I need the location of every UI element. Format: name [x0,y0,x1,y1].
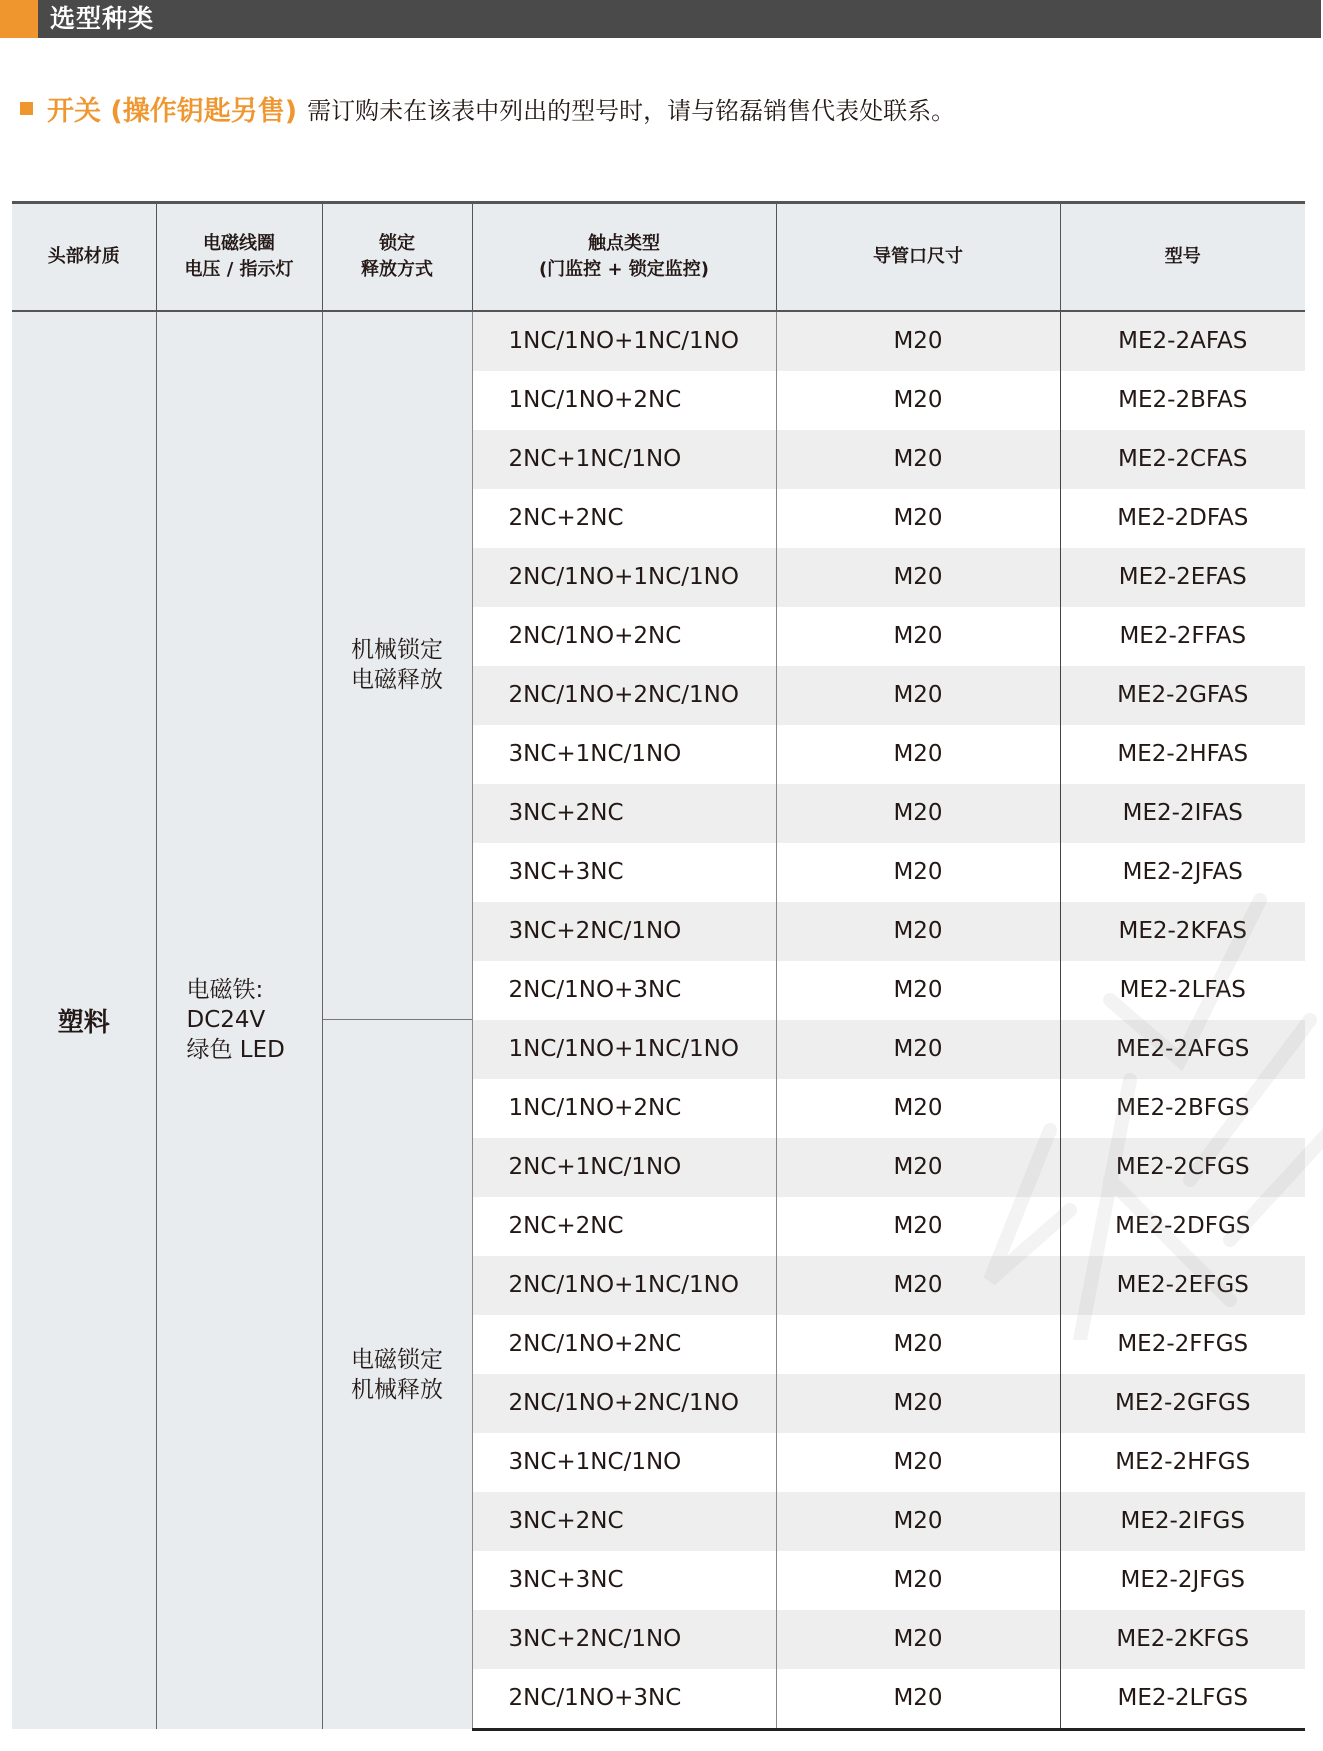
conduit-size-cell: M20 [776,725,1060,784]
model-number-cell: ME2-2LFGS [1060,1669,1305,1730]
model-number-cell: ME2-2CFAS [1060,430,1305,489]
contact-type-cell: 3NC+2NC [472,784,776,843]
model-number-cell: ME2-2JFAS [1060,843,1305,902]
head-material-cell: 塑料 [12,311,156,1730]
model-number-cell: ME2-2DFAS [1060,489,1305,548]
col-header-contact-type: 触点类型 (门监控 + 锁定监控) [472,203,776,311]
contact-type-cell: 2NC+1NC/1NO [472,430,776,489]
contact-type-cell: 2NC+2NC [472,1197,776,1256]
contact-type-cell: 3NC+3NC [472,1551,776,1610]
contact-type-cell: 3NC+1NC/1NO [472,725,776,784]
contact-type-cell: 2NC/1NO+2NC [472,1315,776,1374]
conduit-size-cell: M20 [776,1256,1060,1315]
model-number-cell: ME2-2FFAS [1060,607,1305,666]
conduit-size-cell: M20 [776,1610,1060,1669]
model-number-cell: ME2-2LFAS [1060,961,1305,1020]
model-number-cell: ME2-2EFAS [1060,548,1305,607]
model-number-cell: ME2-2IFGS [1060,1492,1305,1551]
model-number-cell: ME2-2GFGS [1060,1374,1305,1433]
conduit-size-cell: M20 [776,843,1060,902]
section-title: 选型种类 [50,4,155,33]
contact-type-cell: 2NC/1NO+3NC [472,1669,776,1730]
subtitle-lead: 开关 (操作钥匙另售) [47,95,298,127]
col-header-conduit-size: 导管口尺寸 [776,203,1060,311]
subtitle-note: 需订购未在该表中列出的型号时，请与铭磊销售代表处联系。 [307,96,956,125]
conduit-size-cell: M20 [776,371,1060,430]
col-header-lock-release: 锁定 释放方式 [322,203,472,311]
conduit-size-cell: M20 [776,1315,1060,1374]
conduit-size-cell: M20 [776,1492,1060,1551]
model-number-cell: ME2-2BFAS [1060,371,1305,430]
square-bullet-icon [20,102,33,115]
contact-type-cell: 2NC/1NO+2NC/1NO [472,666,776,725]
contact-type-cell: 1NC/1NO+2NC [472,371,776,430]
col-header-head-material: 头部材质 [12,203,156,311]
lock-mode-solenoid-cell: 电磁锁定 机械释放 [322,1020,472,1730]
conduit-size-cell: M20 [776,1079,1060,1138]
contact-type-cell: 1NC/1NO+2NC [472,1079,776,1138]
model-number-cell: ME2-2HFGS [1060,1433,1305,1492]
conduit-size-cell: M20 [776,607,1060,666]
table-row [12,311,1305,371]
subtitle-line [20,90,955,126]
contact-type-cell: 2NC+1NC/1NO [472,1138,776,1197]
col-header-model: 型号 [1060,203,1305,311]
conduit-size-cell: M20 [776,1138,1060,1197]
model-number-cell: ME2-2DFGS [1060,1197,1305,1256]
conduit-size-cell: M20 [776,1020,1060,1079]
coil-voltage-cell: 电磁铁: DC24V 绿色 LED [156,311,322,1730]
model-number-cell: ME2-2HFAS [1060,725,1305,784]
table-header-row [12,203,1305,311]
conduit-size-cell: M20 [776,548,1060,607]
conduit-size-cell: M20 [776,489,1060,548]
contact-type-cell: 2NC/1NO+2NC [472,607,776,666]
lock-mode-mechanical-cell: 机械锁定 电磁释放 [322,311,472,1020]
contact-type-cell: 2NC/1NO+2NC/1NO [472,1374,776,1433]
conduit-size-cell: M20 [776,1669,1060,1730]
model-number-cell: ME2-2GFAS [1060,666,1305,725]
contact-type-cell: 2NC/1NO+1NC/1NO [472,1256,776,1315]
contact-type-cell: 2NC/1NO+3NC [472,961,776,1020]
col-header-coil-voltage: 电磁线圈 电压 / 指示灯 [156,203,322,311]
model-number-cell: ME2-2AFGS [1060,1020,1305,1079]
model-number-cell: ME2-2KFGS [1060,1610,1305,1669]
model-selection-table [12,201,1305,1731]
model-number-cell: ME2-2BFGS [1060,1079,1305,1138]
conduit-size-cell: M20 [776,961,1060,1020]
conduit-size-cell: M20 [776,311,1060,371]
contact-type-cell: 1NC/1NO+1NC/1NO [472,1020,776,1079]
contact-type-cell: 3NC+1NC/1NO [472,1433,776,1492]
model-number-cell: ME2-2AFAS [1060,311,1305,371]
model-number-cell: ME2-2KFAS [1060,902,1305,961]
conduit-size-cell: M20 [776,1374,1060,1433]
contact-type-cell: 3NC+3NC [472,843,776,902]
conduit-size-cell: M20 [776,1433,1060,1492]
contact-type-cell: 3NC+2NC [472,1492,776,1551]
conduit-size-cell: M20 [776,902,1060,961]
contact-type-cell: 3NC+2NC/1NO [472,902,776,961]
contact-type-cell: 2NC/1NO+1NC/1NO [472,548,776,607]
header-accent-block [0,0,38,38]
contact-type-cell: 1NC/1NO+1NC/1NO [472,311,776,371]
model-number-cell: ME2-2EFGS [1060,1256,1305,1315]
contact-type-cell: 2NC+2NC [472,489,776,548]
model-number-cell: ME2-2FFGS [1060,1315,1305,1374]
conduit-size-cell: M20 [776,666,1060,725]
model-number-cell: ME2-2IFAS [1060,784,1305,843]
conduit-size-cell: M20 [776,1551,1060,1610]
model-number-cell: ME2-2JFGS [1060,1551,1305,1610]
conduit-size-cell: M20 [776,430,1060,489]
model-number-cell: ME2-2CFGS [1060,1138,1305,1197]
section-header-bar [0,0,1321,38]
contact-type-cell: 3NC+2NC/1NO [472,1610,776,1669]
conduit-size-cell: M20 [776,1197,1060,1256]
conduit-size-cell: M20 [776,784,1060,843]
